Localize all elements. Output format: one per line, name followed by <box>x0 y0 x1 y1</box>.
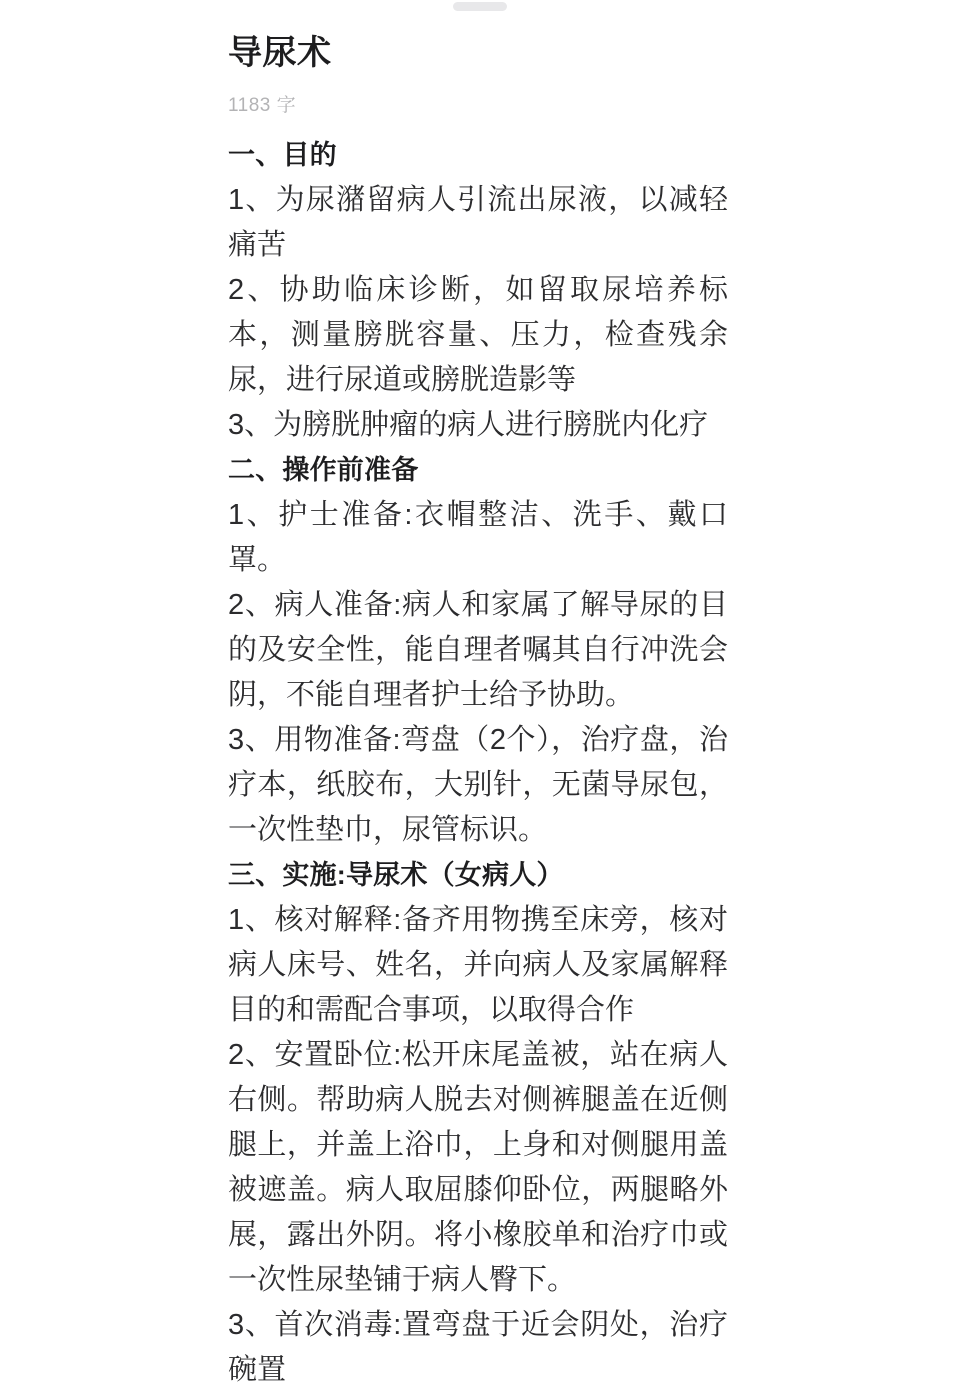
word-count-label: 1183 字 <box>228 94 297 116</box>
section-heading: 三、实施:导尿术（女病人） <box>228 859 564 890</box>
paragraph: 3、为膀胱肿瘤的病人进行膀胱内化疗 <box>228 408 709 441</box>
document-body <box>228 0 728 1393</box>
paragraph: 2、病人准备:病人和家属了解导尿的目的及安全性，能自理者嘱其自行冲洗会阴，不能自理者护士给予协助。 <box>228 588 728 711</box>
document-content <box>228 117 728 1393</box>
paragraph: 2、安置卧位:松开床尾盖被，站在病人右侧。帮助病人脱去对侧裤腿盖在近侧腿上，并盖上浴巾，上身和对侧腿用盖被遮盖。病人取屈膝仰卧位，两腿略外展，露出外阴。将小橡胶单和治疗巾或一次性尿垫铺于病人臀下。 <box>228 1038 728 1296</box>
section-heading: 二、操作前准备 <box>228 454 419 485</box>
paragraph: 1、护士准备:衣帽整洁、洗手、戴口罩。 <box>228 498 728 576</box>
paragraph: 1、为尿潴留病人引流出尿液，以减轻痛苦 <box>228 183 728 261</box>
paragraph: 3、首次消毒:置弯盘于近会阴处，治疗碗置 <box>228 1308 728 1386</box>
section-heading: 一、目的 <box>228 139 337 170</box>
page-title: 导尿术 <box>228 34 332 72</box>
paragraph: 1、核对解释:备齐用物携至床旁，核对病人床号、姓名，并向病人及家属解释目的和需配合事项，以取得合作 <box>228 903 728 1026</box>
paragraph: 3、用物准备:弯盘（2个），治疗盘，治疗本，纸胶布，大别针，无菌导尿包，一次性垫巾，尿管标识。 <box>228 723 728 846</box>
paragraph: 2、协助临床诊断，如留取尿培养标本，测量膀胱容量、压力，检查残余尿，进行尿道或膀胱造影等 <box>228 273 728 396</box>
